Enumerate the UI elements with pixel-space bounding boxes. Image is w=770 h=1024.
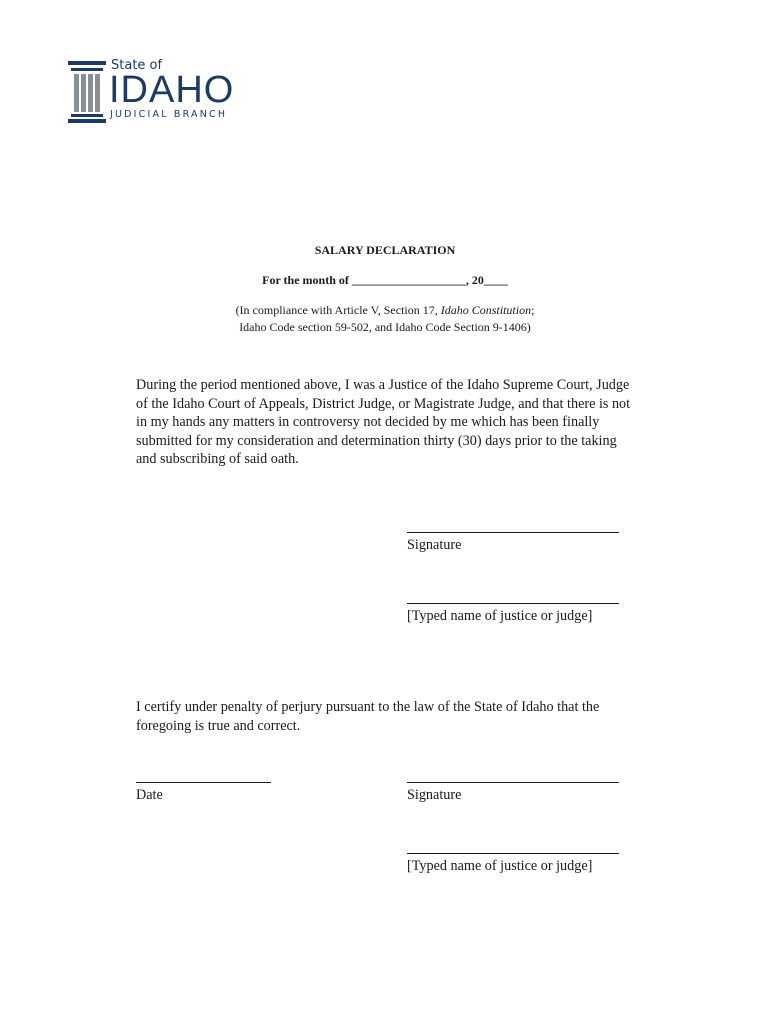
typed-name-block-2[interactable] [407,853,619,875]
compliance-line-2: Idaho Code section 59-502, and Idaho Code Section 9-1406) [239,320,531,334]
courthouse-pillar-icon [66,58,108,124]
month-line: For the month of ___________________, 20____ [262,273,508,287]
logo-idaho-text: IDAHO [109,69,235,111]
compliance-text-italic: Idaho Constitution [440,303,532,317]
document-title: SALARY DECLARATION [314,243,456,257]
signature-line-1[interactable] [407,532,619,533]
typed-name-line-2[interactable] [407,853,619,854]
date-label: Date [136,787,163,803]
signature-block-1[interactable] [407,532,619,554]
compliance-note [0,302,770,336]
compliance-line-1 [0,302,770,319]
logo-state-text: State of [111,58,163,73]
typed-name-line-1[interactable] [407,603,619,604]
typed-name-label-2: [Typed name of justice or judge] [407,858,593,874]
signature-label-2: Signature [407,787,462,803]
signature-label-1: Signature [407,537,462,553]
compliance-text-start: (In compliance with Article V, Section 17, [235,303,441,317]
date-block[interactable] [136,782,271,804]
declaration-paragraph: During the period mentioned above, I was a Justice of the Idaho Supreme Court, Judge of the Idaho Court of Appeals, District Judge, or Magistrate Judge, and that there is not in my hands any matters in controversy not decided by me which has been finally submitted for my consideration and determination thirty (30) days prior to the taking and subscribing of said oath. [136,377,631,467]
idaho-judicial-logo [66,58,256,128]
logo-branch-text: JUDICIAL BRANCH [110,109,228,120]
typed-name-label-1: [Typed name of justice or judge] [407,608,593,624]
compliance-text-end: ; [531,303,535,317]
certification-paragraph: I certify under penalty of perjury pursuant to the law of the State of Idaho that the foregoing is true and correct. [136,699,600,734]
signature-block-2[interactable] [407,782,619,804]
typed-name-block-1[interactable] [407,603,619,625]
signature-line-2[interactable] [407,782,619,783]
date-line[interactable] [136,782,271,783]
